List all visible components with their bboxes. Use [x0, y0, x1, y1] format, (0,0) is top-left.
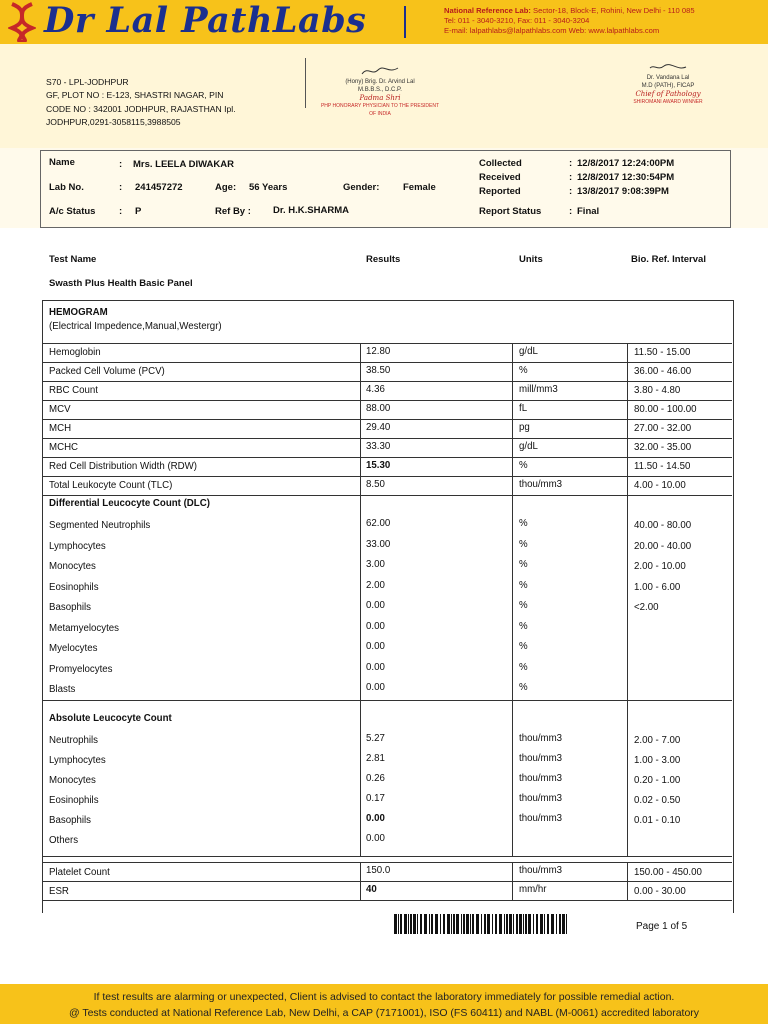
- test-result: 2.81: [366, 753, 385, 764]
- hemogram-method: (Electrical Impedence,Manual,Westergr): [49, 321, 222, 332]
- lab-address-label: National Reference Lab:: [444, 6, 531, 15]
- barcode-bar: [420, 914, 422, 934]
- test-result: 0.26: [366, 773, 385, 784]
- row-divider: [42, 495, 732, 496]
- address-line: GF, PLOT NO : E-123, SHASTRI NAGAR, PIN: [46, 90, 224, 101]
- test-name: Red Cell Distribution Width (RDW): [49, 461, 198, 472]
- lab-contact-info: [444, 6, 695, 36]
- address-line: S70 - LPL-JODHPUR: [46, 77, 129, 87]
- barcode-bar: [472, 914, 474, 934]
- collection-centre-address: [46, 76, 236, 130]
- test-unit: mm/hr: [519, 884, 547, 895]
- test-ref-interval: 0.20 - 1.00: [634, 775, 681, 786]
- test-ref-interval: 0.00 - 30.00: [634, 886, 686, 897]
- test-result: 15.30: [366, 460, 391, 471]
- test-unit: thou/mm3: [519, 813, 563, 824]
- barcode-bar: [413, 914, 416, 934]
- test-name: Metamyelocytes: [49, 622, 119, 634]
- hemogram-title: HEMOGRAM: [49, 307, 108, 318]
- barcode-bar: [410, 914, 412, 934]
- test-result: 29.40: [366, 422, 391, 433]
- test-unit: %: [519, 661, 528, 673]
- signature-scribble-icon: [648, 62, 688, 72]
- name-label: Name: [49, 157, 75, 168]
- received-colon: :: [569, 172, 573, 183]
- column-divider: [360, 700, 361, 856]
- barcode-bar: [544, 914, 545, 934]
- test-result: 33.30: [366, 441, 391, 452]
- row-divider: [42, 438, 732, 439]
- received-time: 12/8/2017 12:30:54PM: [577, 172, 675, 183]
- test-unit: thou/mm3: [519, 793, 563, 804]
- test-result: 4.36: [366, 384, 385, 395]
- row-divider: [42, 881, 732, 882]
- test-result: 40: [366, 884, 377, 895]
- row-divider: [42, 856, 732, 857]
- test-name: Neutrophils: [49, 735, 99, 746]
- lab-address: Sector-18, Block-E, Rohini, New Delhi - 110 085: [530, 6, 695, 15]
- test-unit: thou/mm3: [519, 733, 563, 744]
- barcode-bar: [408, 914, 409, 934]
- barcode-bar: [476, 914, 479, 934]
- test-unit: %: [519, 460, 528, 471]
- barcode-bar: [540, 914, 543, 934]
- footer-disclaimer: If test results are alarming or unexpected, Client is advised to contact the laboratory immediately for possible remedial action.: [93, 991, 675, 1003]
- test-name: Lymphocytes: [49, 540, 106, 552]
- ac-status-label: A/c Status: [49, 206, 96, 217]
- test-unit: thou/mm3: [519, 773, 563, 784]
- row-divider: [42, 476, 732, 477]
- test-result: 0.00: [366, 813, 385, 824]
- lab-email-web: E-mail: lalpathlabs@lalpathlabs.com Web: www.lalpathlabs.com: [444, 26, 660, 35]
- lab-no-colon: :: [119, 182, 123, 193]
- brand-logo: Dr Lal PathLabs: [44, 0, 367, 41]
- test-unit: %: [519, 579, 528, 591]
- row-divider: [42, 900, 732, 901]
- test-unit: %: [519, 538, 528, 550]
- test-ref-interval: <2.00: [634, 602, 659, 613]
- signature-block-2: [618, 62, 718, 106]
- barcode-bar: [523, 914, 524, 934]
- received-label: Received: [479, 172, 521, 183]
- lab-no-label: Lab No.: [49, 182, 84, 193]
- column-divider: [512, 700, 513, 856]
- test-ref-interval: 1.00 - 3.00: [634, 755, 681, 766]
- column-divider: [512, 495, 513, 700]
- barcode-bar: [443, 914, 445, 934]
- test-result: 0.17: [366, 793, 385, 804]
- barcode-bar: [559, 914, 561, 934]
- reported-time: 13/8/2017 9:08:39PM: [577, 186, 669, 197]
- footer-band: [0, 984, 768, 1024]
- test-name: MCV: [49, 404, 71, 415]
- test-name: MCHC: [49, 442, 79, 453]
- barcode-bar: [400, 914, 402, 934]
- test-result: 0.00: [366, 661, 385, 673]
- barcode-bar: [451, 914, 452, 934]
- signatory-note: PHP HONORARY PHYSICIAN TO THE PRESIDENT OF INDIA: [320, 103, 440, 117]
- patient-gender: Female: [403, 182, 436, 193]
- test-result: 0.00: [366, 620, 385, 632]
- barcode-bar: [547, 914, 549, 934]
- test-name: Promyelocytes: [49, 663, 113, 675]
- collected-label: Collected: [479, 158, 522, 169]
- barcode-bar: [461, 914, 462, 934]
- test-ref-interval: 27.00 - 32.00: [634, 423, 692, 434]
- address-line: JODHPUR,0291-3058115,3988505: [46, 117, 181, 128]
- address-line: CODE NO : 342001 JODHPUR, RAJASTHAN Ipl.: [46, 103, 236, 114]
- test-result: 150.0: [366, 865, 391, 876]
- test-ref-interval: 150.00 - 450.00: [634, 867, 702, 878]
- results-table: [42, 300, 734, 913]
- barcode-bar: [470, 914, 471, 934]
- signatory-note: SHIROMANI AWARD WINNER: [633, 99, 703, 105]
- test-unit: %: [519, 559, 528, 570]
- test-name: Eosinophils: [49, 581, 99, 593]
- test-result: 33.00: [366, 538, 391, 550]
- test-result: 2.00: [366, 579, 385, 591]
- row-divider: [42, 700, 732, 701]
- row-divider: [42, 381, 732, 382]
- test-unit: %: [519, 518, 528, 529]
- test-name: Eosinophils: [49, 795, 99, 806]
- col-results: Results: [366, 254, 401, 265]
- barcode-bar: [435, 914, 438, 934]
- test-name: Total Leukocyte Count (TLC): [49, 480, 173, 491]
- gender-label: Gender:: [343, 182, 380, 193]
- report-status-colon: :: [569, 206, 573, 217]
- barcode-bar: [417, 914, 418, 934]
- col-ref-interval: Bio. Ref. Interval: [631, 254, 706, 265]
- test-ref-interval: 1.00 - 6.00: [634, 581, 681, 593]
- test-result: 88.00: [366, 403, 391, 414]
- barcode-bar: [562, 914, 565, 934]
- test-result: 0.00: [366, 682, 385, 693]
- barcode-bar: [566, 914, 567, 934]
- signatory-name: (Hony) Brig. Dr. Arvind Lal: [345, 79, 415, 85]
- header-band: [0, 0, 768, 44]
- test-result: 0.00: [366, 833, 385, 844]
- barcode-bar: [509, 914, 512, 934]
- footer-accreditation: @ Tests conducted at National Reference Lab, New Delhi, a CAP (7171001), ISO (FS 60411) and NABL (M-0061) accredited laboratory: [68, 1007, 700, 1019]
- panel-name: Swasth Plus Health Basic Panel: [49, 278, 193, 289]
- barcode-bar: [495, 914, 497, 934]
- test-ref-interval: 0.01 - 0.10: [634, 815, 681, 826]
- barcode-bar: [551, 914, 554, 934]
- test-unit: %: [519, 620, 528, 632]
- test-ref-interval: 20.00 - 40.00: [634, 540, 692, 552]
- barcode-bar: [525, 914, 527, 934]
- header-divider: [404, 6, 406, 38]
- col-units: Units: [519, 254, 543, 265]
- test-name: Blasts: [49, 684, 76, 695]
- barcode-bar: [440, 914, 441, 934]
- barcode-icon: [392, 912, 570, 936]
- test-name: ESR: [49, 886, 69, 897]
- test-result: 0.00: [366, 600, 385, 611]
- test-unit: g/dL: [519, 441, 538, 452]
- test-unit: %: [519, 682, 528, 693]
- test-result: 62.00: [366, 518, 391, 529]
- test-unit: thou/mm3: [519, 865, 563, 876]
- test-ref-interval: 11.50 - 15.00: [634, 347, 691, 358]
- test-unit: %: [519, 641, 528, 652]
- ac-status-colon: :: [119, 206, 123, 217]
- patient-name: Mrs. LEELA DIWAKAR: [133, 159, 234, 170]
- test-ref-interval: 2.00 - 10.00: [634, 561, 686, 572]
- barcode-bar: [533, 914, 534, 934]
- test-unit: mill/mm3: [519, 384, 558, 395]
- patient-age: 56 Years: [249, 182, 288, 193]
- report-status-label: Report Status: [479, 206, 542, 217]
- test-name: Monocytes: [49, 561, 96, 572]
- test-ref-interval: 11.50 - 14.50: [634, 461, 691, 472]
- signatory-title: Chief of Pathology: [635, 90, 701, 98]
- barcode-bar: [484, 914, 486, 934]
- test-name: Basophils: [49, 602, 92, 613]
- barcode-bar: [404, 914, 407, 934]
- test-name: Platelet Count: [49, 867, 110, 878]
- column-divider: [360, 495, 361, 700]
- collected-colon: :: [569, 158, 573, 169]
- signatory-name: Dr. Vandana Lal: [646, 75, 690, 81]
- test-unit: thou/mm3: [519, 753, 563, 764]
- age-label: Age:: [215, 182, 237, 193]
- collected-time: 12/8/2017 12:24:00PM: [577, 158, 675, 169]
- ref-by: Dr. H.K.SHARMA: [273, 205, 350, 216]
- row-divider: [42, 343, 732, 344]
- barcode-bar: [528, 914, 531, 934]
- test-result: 3.00: [366, 559, 385, 570]
- row-divider: [42, 862, 732, 863]
- test-ref-interval: 32.00 - 35.00: [634, 442, 692, 453]
- test-unit: %: [519, 600, 528, 611]
- test-unit: thou/mm3: [519, 479, 563, 490]
- barcode-bar: [429, 914, 430, 934]
- barcode-bar: [481, 914, 482, 934]
- row-divider: [42, 457, 732, 458]
- test-name: Packed Cell Volume (PCV): [49, 366, 165, 377]
- reported-colon: :: [569, 186, 573, 197]
- test-result: 8.50: [366, 479, 385, 490]
- signature-block-1: [318, 66, 442, 118]
- barcode-bar: [394, 914, 397, 934]
- test-ref-interval: 40.00 - 80.00: [634, 520, 692, 531]
- test-result: 12.80: [366, 346, 391, 357]
- barcode-bar: [463, 914, 465, 934]
- dlc-title: Differential Leucocyte Count (DLC): [49, 498, 210, 509]
- signatory-award: Padma Shri: [359, 94, 401, 102]
- test-ref-interval: 3.80 - 4.80: [634, 385, 681, 396]
- barcode-bar: [499, 914, 502, 934]
- barcode-bar: [453, 914, 455, 934]
- test-name: Lymphocytes: [49, 755, 106, 766]
- barcode-bar: [504, 914, 505, 934]
- test-unit: fL: [519, 403, 528, 414]
- test-ref-interval: 36.00 - 46.00: [634, 366, 692, 377]
- alc-title: Absolute Leucocyte Count: [49, 713, 172, 724]
- row-divider: [42, 400, 732, 401]
- ac-status: P: [135, 206, 142, 217]
- test-ref-interval: 4.00 - 10.00: [634, 480, 686, 491]
- lab-no: 241457272: [135, 182, 183, 193]
- report-status: Final: [577, 206, 600, 217]
- barcode-bar: [466, 914, 469, 934]
- dna-logo-icon: [8, 2, 36, 42]
- barcode-bar: [516, 914, 518, 934]
- reported-label: Reported: [479, 186, 521, 197]
- column-divider: [627, 700, 628, 856]
- test-ref-interval: 0.02 - 0.50: [634, 795, 681, 806]
- test-name: MCH: [49, 423, 72, 434]
- barcode-bar: [456, 914, 459, 934]
- row-divider: [42, 419, 732, 420]
- page-number: Page 1 of 5: [636, 921, 688, 932]
- barcode-bar: [513, 914, 514, 934]
- row-divider: [42, 362, 732, 363]
- test-name: Monocytes: [49, 775, 96, 786]
- test-unit: %: [519, 365, 528, 376]
- test-unit: g/dL: [519, 346, 538, 357]
- signatory-degree: M.D (PATH), FICAP: [641, 83, 695, 89]
- col-test-name: Test Name: [49, 254, 97, 265]
- lab-phone: Tel: 011 - 3040-3210, Fax: 011 - 3040-3204: [444, 16, 590, 25]
- barcode-bar: [506, 914, 508, 934]
- test-name: Basophils: [49, 815, 92, 826]
- test-result: 0.00: [366, 641, 385, 652]
- test-name: Hemoglobin: [49, 347, 101, 358]
- signature-divider: [305, 58, 306, 108]
- test-ref-interval: 2.00 - 7.00: [634, 735, 681, 746]
- test-name: RBC Count: [49, 385, 98, 396]
- test-name: Myelocytes: [49, 643, 98, 654]
- test-name: Segmented Neutrophils: [49, 520, 151, 531]
- test-name: Others: [49, 835, 79, 846]
- patient-info-box: [40, 150, 731, 228]
- test-result: 38.50: [366, 365, 391, 376]
- ref-by-label: Ref By :: [215, 206, 251, 217]
- barcode-bar: [536, 914, 538, 934]
- signatory-degree: M.B.B.S., D.C.P.: [358, 87, 402, 93]
- barcode-bar: [398, 914, 399, 934]
- barcode-bar: [431, 914, 433, 934]
- barcode-bar: [492, 914, 493, 934]
- test-result: 5.27: [366, 733, 385, 744]
- test-unit: pg: [519, 422, 530, 433]
- column-divider: [627, 495, 628, 700]
- barcode-bar: [487, 914, 490, 934]
- signature-scribble-icon: [360, 66, 400, 76]
- barcode-bar: [424, 914, 427, 934]
- barcode-bar: [556, 914, 557, 934]
- name-colon: :: [119, 159, 123, 170]
- barcode-bar: [447, 914, 450, 934]
- barcode-bar: [519, 914, 522, 934]
- test-ref-interval: 80.00 - 100.00: [634, 404, 697, 415]
